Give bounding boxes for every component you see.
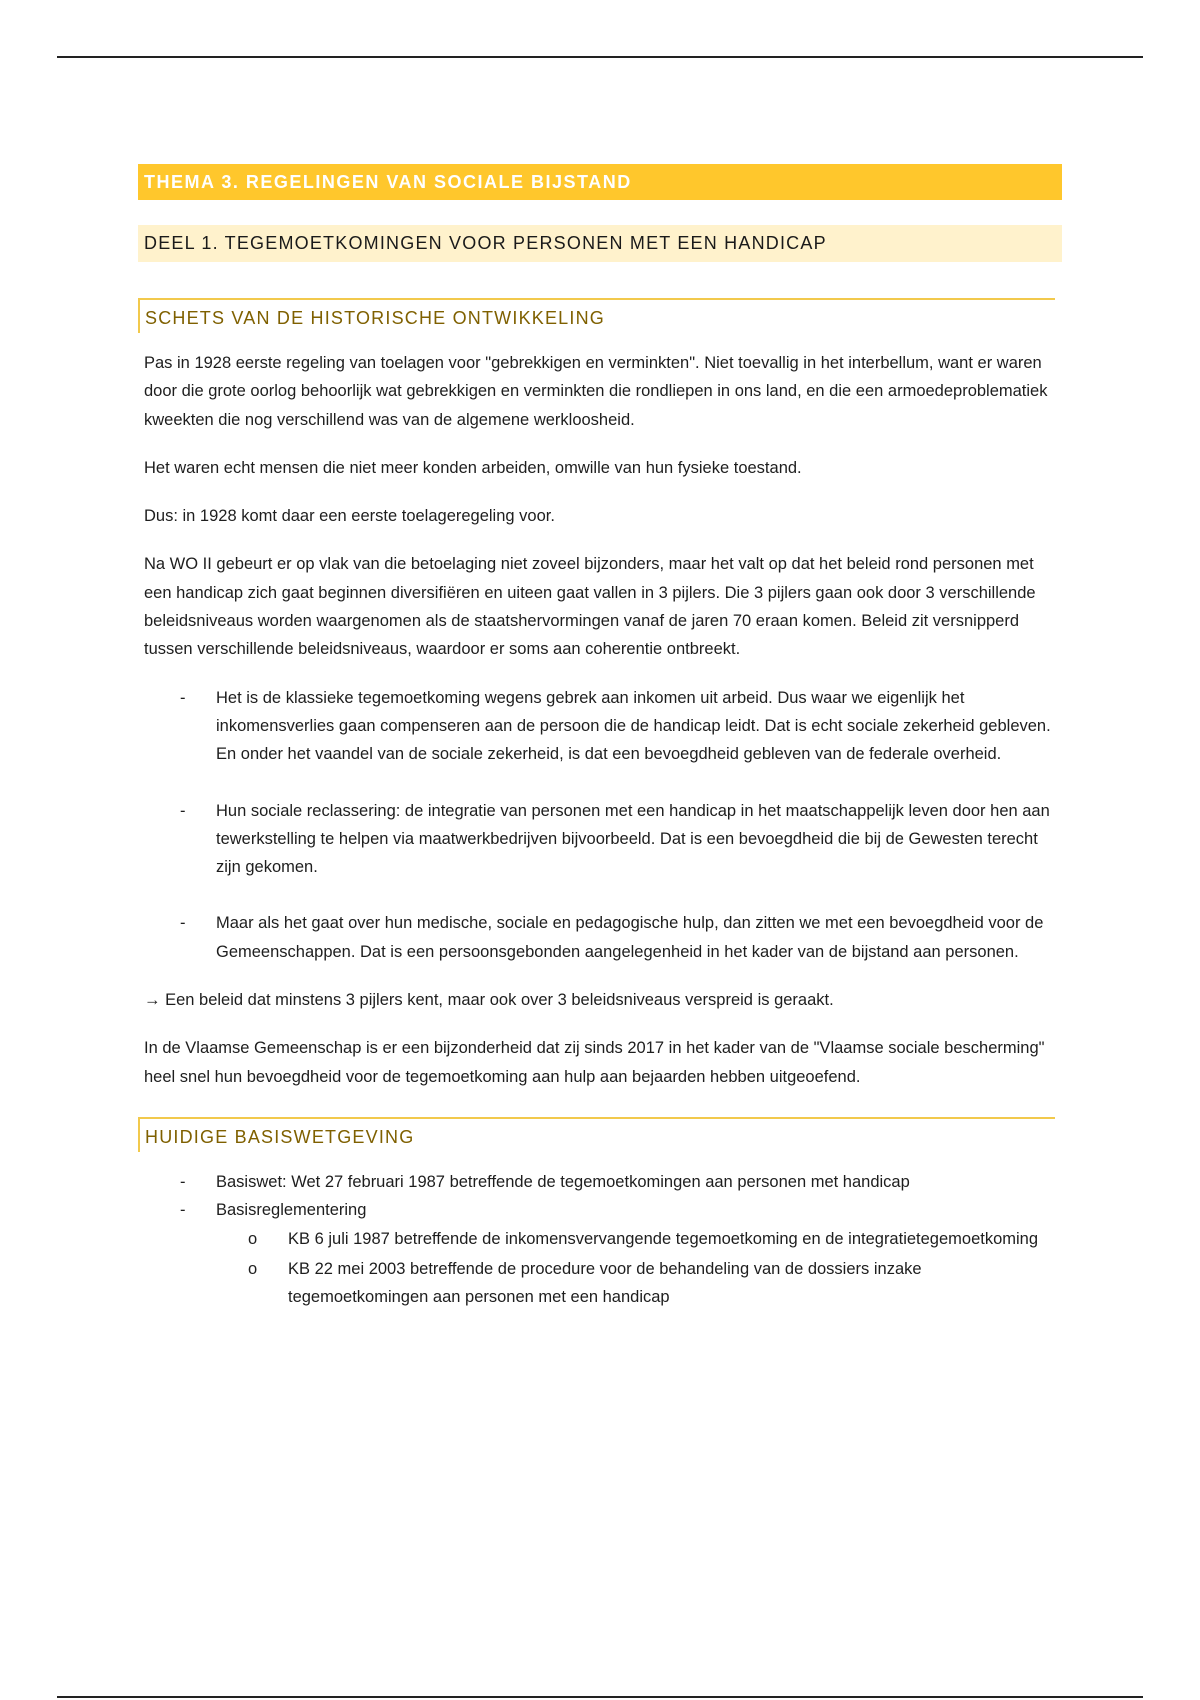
list-item-text: Basisreglementering bbox=[216, 1201, 367, 1220]
paragraph: Na WO II gebeurt er op vlak van die betoelaging niet zoveel bijzonders, maar het valt op dat het beleid rond personen met een handicap zich gaat beginnen diversifiëren en uiteen gaat vallen in 3 pijlers. Die 3 pijlers gaan ook door 3 verschillende beleidsniveaus worden waargenomen als de staatshervormingen vanaf de jaren 70 eraan komen. Beleid zit versnipperd tussen verschillende beleidsniveaus, waardoor er soms aan coherentie ontbreekt. bbox=[144, 555, 1036, 659]
paragraph: Dus: in 1928 komt daar een eerste toelageregeling voor. bbox=[144, 507, 555, 526]
sub-list-item-text: KB 22 mei 2003 betreffende de procedure voor de behandeling van de dossiers inzake tegemoetkomingen aan personen met een handicap bbox=[288, 1259, 922, 1307]
list-item bbox=[138, 1196, 1062, 1311]
list-item-text: Maar als het gaat over hun medische, sociale en pedagogische hulp, dan zitten we met een bevoegdheid voor de Gemeenschappen. Dat is een persoonsgebonden aangelegenheid in het kader van de bijstand aan personen. bbox=[216, 914, 1044, 961]
section-heading-legislation: HUIDIGE BASISWETGEVING bbox=[138, 1117, 1055, 1152]
sub-list-item bbox=[216, 1225, 1060, 1253]
section-heading-history: SCHETS VAN DE HISTORISCHE ONTWIKKELING bbox=[138, 298, 1055, 333]
paragraph: In de Vlaamse Gemeenschap is er een bijzonderheid dat zij sinds 2017 in het kader van de "Vlaamse sociale bescherming" heel snel hun bevoegdheid voor de tegemoetkoming aan hulp aan bejaarden hebben uitgeoefend. bbox=[144, 1039, 1045, 1086]
list-item bbox=[138, 1168, 1062, 1196]
sub-list-item-text: KB 6 juli 1987 betreffende de inkomensvervangende tegemoetkoming en de integratietegemoetkoming bbox=[288, 1229, 1039, 1248]
dash-bullet: - bbox=[180, 914, 186, 933]
list-item-text: Basiswet: Wet 27 februari 1987 betreffende de tegemoetkomingen aan personen met handicap bbox=[216, 1172, 910, 1191]
dash-bullet: - bbox=[180, 688, 186, 707]
paragraph: Pas in 1928 eerste regeling van toelagen voor "gebrekkigen en verminkten". Niet toevallig in het interbellum, want er waren door die grote oorlog behoorlijk wat gebrekkigen en verminkten die rondliepen in ons land, en die een armoedeproblematiek kweekten die nog verschillend was van de algemene werkloosheid. bbox=[144, 354, 1048, 429]
circle-bullet: o bbox=[248, 1259, 258, 1278]
legislation-list bbox=[138, 1168, 1062, 1311]
conclusion-paragraph: → Een beleid dat minstens 3 pijlers kent, maar ook over 3 beleidsniveaus verspreid is geraakt. bbox=[144, 991, 834, 1010]
circle-bullet: o bbox=[248, 1229, 258, 1248]
list-item bbox=[138, 909, 1062, 966]
list-item-text: Hun sociale reclassering: de integratie van personen met een handicap in het maatschappelijk leven door hen aan tewerkstelling te helpen via maatwerkbedrijven bijvoorbeeld. Dat is een bevoegdheid die bij de Gewesten terecht zijn gekomen. bbox=[216, 801, 1050, 877]
list-item-text: Het is de klassieke tegemoetkoming wegens gebrek aan inkomen uit arbeid. Dus waar we eigenlijk het inkomensverlies gaan compenseren aan de persoon die de handicap leidt. Dat is echt sociale zekerheid gebleven. En onder het vaandel van de sociale zekerheid, is dat een bevoegdheid gebleven van de federale overheid. bbox=[216, 688, 1051, 764]
theme-heading: THEMA 3. REGELINGEN VAN SOCIALE BIJSTAND bbox=[138, 164, 1062, 200]
regulations-sublist bbox=[216, 1225, 1060, 1312]
part-heading: DEEL 1. TEGEMOETKOMINGEN VOOR PERSONEN MET EEN HANDICAP bbox=[138, 225, 1062, 262]
dash-bullet: - bbox=[180, 1172, 186, 1191]
footer-rule bbox=[57, 1696, 1143, 1698]
pillars-list bbox=[138, 684, 1062, 966]
list-item bbox=[138, 797, 1062, 882]
header-rule bbox=[57, 56, 1143, 58]
document-page bbox=[138, 164, 1062, 1311]
dash-bullet: - bbox=[180, 1201, 186, 1220]
paragraph: Het waren echt mensen die niet meer konden arbeiden, omwille van hun fysieke toestand. bbox=[144, 458, 802, 477]
dash-bullet: - bbox=[180, 801, 186, 820]
list-item bbox=[138, 684, 1062, 769]
sub-list-item bbox=[216, 1255, 1060, 1312]
